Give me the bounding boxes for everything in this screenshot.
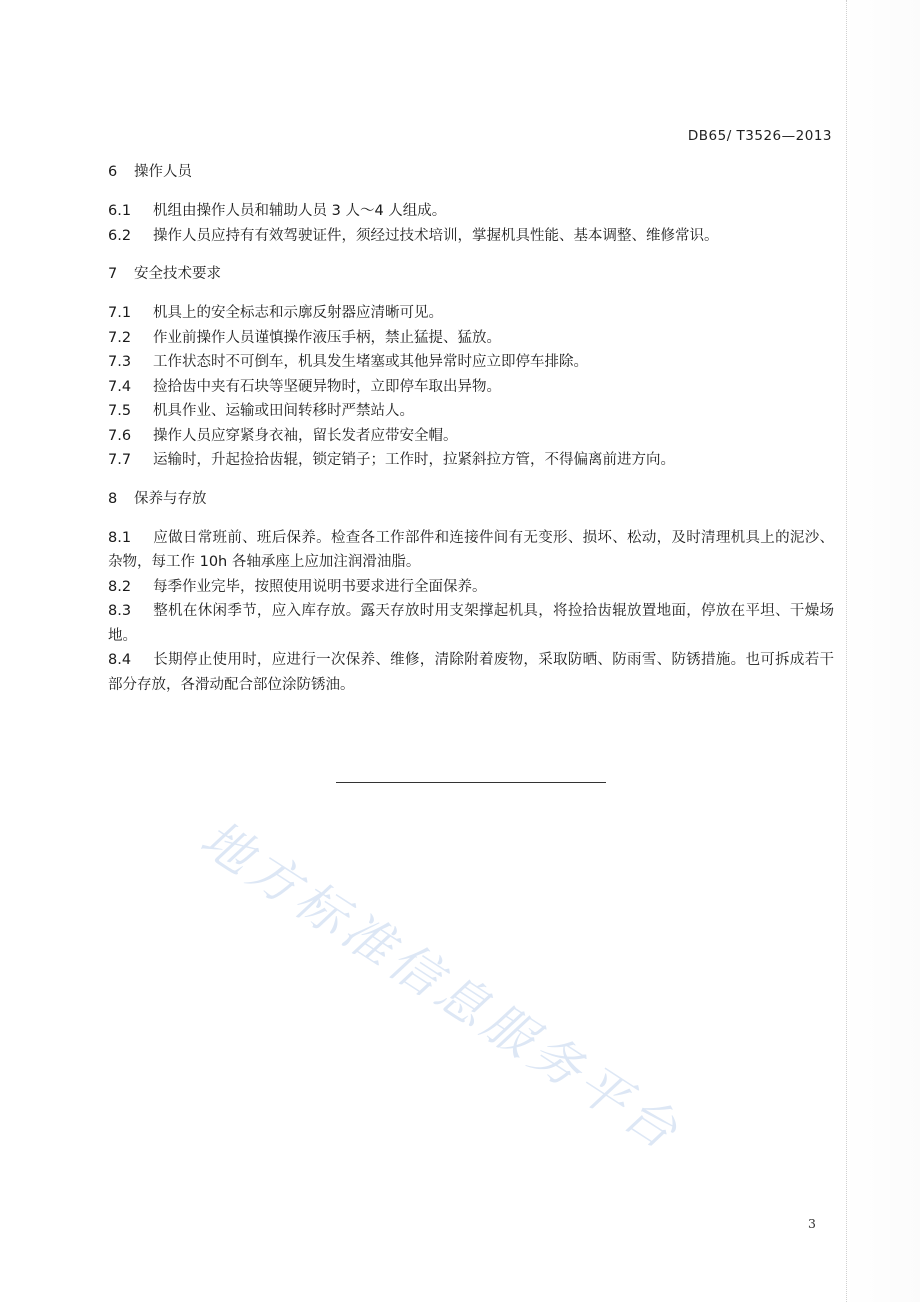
section-title: 安全技术要求	[134, 266, 221, 282]
clause-8-4	[108, 648, 834, 697]
clause-text: 操作人员应穿紧身衣袖，留长发者应带安全帽。	[153, 427, 458, 444]
section-title: 保养与存放	[134, 490, 207, 507]
clause-8-2	[108, 575, 834, 600]
scan-edge-shadow	[840, 0, 920, 1302]
clause-text: 运输时，升起捡拾齿辊，锁定销子；工作时，拉紧斜拉方管，不得偏离前进方向。	[153, 452, 675, 468]
clause-number: 6.1	[108, 203, 132, 219]
scan-dotted-line	[846, 0, 848, 1302]
clause-8-3	[108, 599, 834, 648]
clause-text: 操作人员应持有有效驾驶证件，须经过技术培训，掌握机具性能、基本调整、维修常识。	[153, 227, 719, 244]
clause-8-1	[108, 526, 834, 575]
clause-text: 长期停止使用时，应进行一次保养、维修，清除附着废物，采取防晒、防雨雪、防锈措施。也可拆成若干部分存放，各滑动配合部位涂防锈油。	[108, 652, 834, 693]
clause-number: 8.3	[108, 603, 132, 619]
clause-7-5	[108, 399, 834, 424]
clause-number: 7.4	[108, 378, 132, 395]
clause-text: 机组由操作人员和辅助人员 3 人～4 人组成。	[153, 203, 447, 219]
section-8	[108, 487, 834, 698]
clause-7-6	[108, 424, 834, 449]
watermark: 地方标准信息服务平台	[190, 809, 692, 1163]
clause-7-2	[108, 326, 834, 351]
section-number: 8	[108, 490, 118, 507]
section-heading	[108, 262, 834, 287]
clause-number: 7.2	[108, 329, 132, 346]
section-heading	[108, 160, 834, 185]
clause-list	[108, 526, 834, 698]
clause-number: 7.1	[108, 305, 132, 321]
clause-text: 机具作业、运输或田间转移时严禁站人。	[153, 403, 414, 419]
clause-text: 捡拾齿中夹有石块等坚硬异物时，立即停车取出异物。	[153, 378, 501, 395]
section-title: 操作人员	[134, 164, 192, 180]
clause-6-2	[108, 224, 834, 249]
page-number: 3	[808, 1216, 816, 1231]
clause-7-1	[108, 301, 834, 326]
clause-number: 7.5	[108, 403, 132, 419]
document-body	[108, 160, 834, 711]
clause-number: 7.6	[108, 427, 132, 444]
clause-number: 8.2	[108, 578, 132, 595]
standard-code: DB65/ T3526—2013	[687, 128, 832, 144]
clause-text: 作业前操作人员谨慎操作液压手柄，禁止猛提、猛放。	[153, 329, 501, 346]
clause-list	[108, 301, 834, 473]
clause-list	[108, 199, 834, 248]
clause-6-1	[108, 199, 834, 224]
clause-number: 7.7	[108, 452, 132, 468]
clause-number: 6.2	[108, 227, 132, 244]
clause-text: 每季作业完毕，按照使用说明书要求进行全面保养。	[153, 578, 487, 595]
clause-7-3	[108, 350, 834, 375]
clause-text: 应做日常班前、班后保养。检查各工作部件和连接件间有无变形、损坏、松动，及时清理机具上的泥沙、杂物，每工作 10h 各轴承座上应加注润滑油脂。	[108, 529, 834, 570]
section-7	[108, 262, 834, 473]
section-6	[108, 160, 834, 248]
clause-text: 整机在休闲季节，应入库存放。露天存放时用支架撑起机具，将捡拾齿辊放置地面，停放在平坦、干燥场地。	[108, 603, 834, 644]
clause-7-4	[108, 375, 834, 400]
clause-number: 8.4	[108, 652, 132, 668]
section-number: 7	[108, 266, 118, 282]
clause-number: 7.3	[108, 354, 132, 370]
end-of-document-rule	[336, 782, 606, 783]
section-number: 6	[108, 164, 118, 180]
clause-number: 8.1	[108, 529, 132, 546]
clause-text: 机具上的安全标志和示廓反射器应清晰可见。	[153, 305, 443, 321]
clause-7-7	[108, 448, 834, 473]
section-heading	[108, 487, 834, 512]
clause-text: 工作状态时不可倒车，机具发生堵塞或其他异常时应立即停车排除。	[153, 354, 588, 370]
